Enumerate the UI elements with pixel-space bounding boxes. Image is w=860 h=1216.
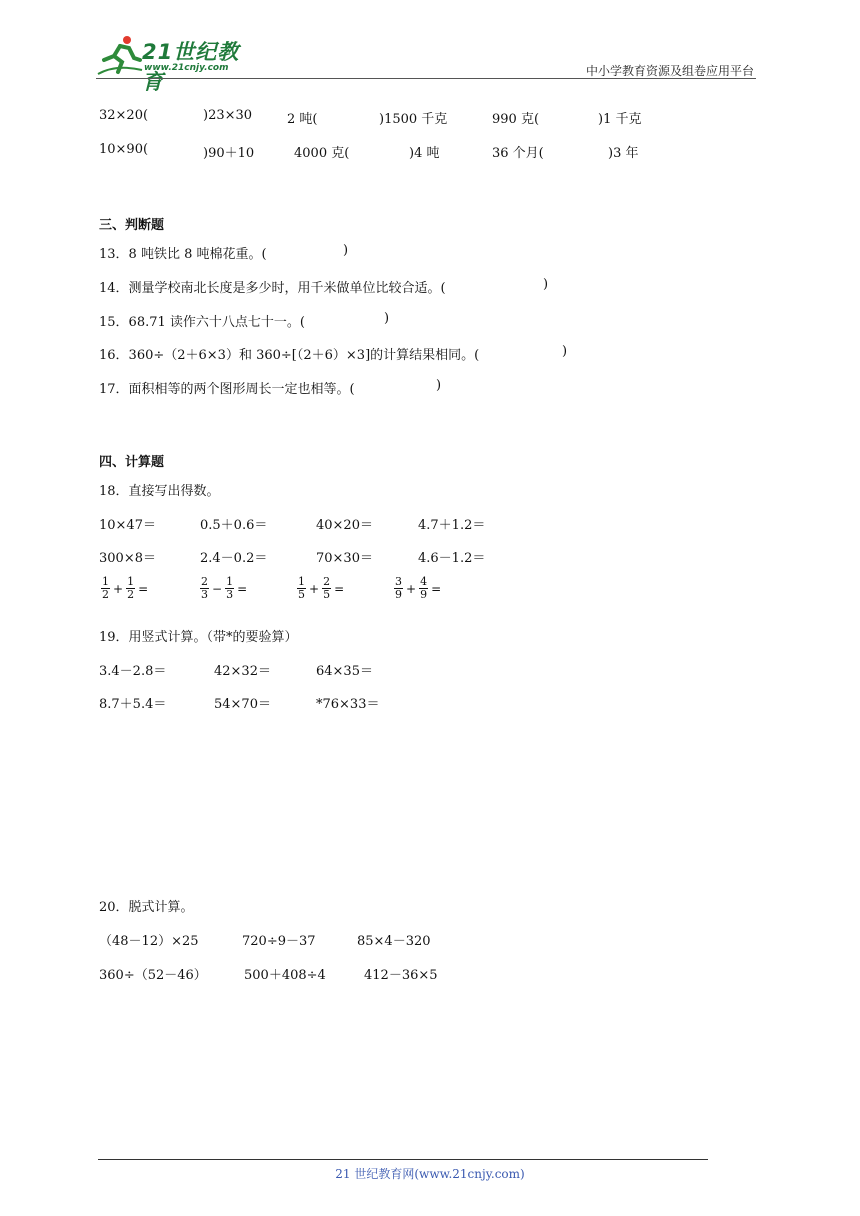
question-17: 17．面积相等的两个图形周长一定也相等。( — [99, 382, 355, 397]
calc-item: 4.7＋1.2＝ — [418, 518, 486, 533]
numerator: 1 — [298, 575, 305, 588]
operator: + — [113, 581, 124, 596]
calc-item: 42×32＝ — [214, 664, 271, 679]
question-20-title: 20．脱式计算。 — [99, 900, 194, 915]
operator: + — [309, 581, 320, 596]
footer-divider — [98, 1159, 708, 1160]
calc-item: 0.5＋0.6＝ — [200, 518, 268, 533]
compare-cell: 36 个月( — [492, 146, 544, 161]
question-14: 14．测量学校南北长度是多少时，用千米做单位比较合适。( — [99, 281, 446, 296]
answer-bracket-close: ) — [562, 344, 568, 359]
calc-item: 70×30＝ — [316, 551, 373, 566]
question-13: 13．8 吨铁比 8 吨棉花重。( — [99, 247, 267, 262]
logo-subtext: www.21cnjy.com — [144, 63, 229, 73]
compare-cell: )1500 千克 — [379, 112, 448, 127]
calc-item: 10×47＝ — [99, 518, 156, 533]
calc-item: 412－36×5 — [364, 968, 438, 983]
calc-item: *76×33＝ — [316, 697, 380, 712]
compare-cell: 990 克( — [492, 112, 540, 127]
denominator: 5 — [323, 588, 331, 601]
calc-item: 720÷9－37 — [242, 934, 316, 949]
calc-item: （48－12）×25 — [99, 934, 199, 949]
compare-cell: )3 年 — [608, 146, 639, 161]
calc-item: 300×8＝ — [99, 551, 156, 566]
logo-text: 21世纪教育 — [142, 40, 240, 94]
calc-item: 85×4－320 — [357, 934, 431, 949]
section-title: 四、计算题 — [99, 455, 165, 470]
numerator: 1 — [102, 575, 109, 588]
calc-item: 8.7＋5.4＝ — [99, 697, 167, 712]
fraction-expression — [199, 576, 249, 601]
compare-cell: 4000 克( — [294, 146, 350, 161]
compare-cell: 10×90( — [99, 142, 149, 157]
answer-bracket-close: ) — [543, 277, 549, 292]
numerator: 1 — [127, 575, 135, 588]
question-19-title: 19．用竖式计算。（带*的要验算） — [99, 630, 298, 645]
calc-item: 3.4－2.8＝ — [99, 664, 167, 679]
denominator: 3 — [226, 588, 234, 601]
calc-item: 40×20＝ — [316, 518, 373, 533]
denominator: 9 — [420, 588, 428, 601]
header-title: 中小学教育资源及组卷应用平台 — [585, 64, 754, 78]
answer-bracket-close: ) — [436, 378, 442, 393]
equals: = — [431, 581, 442, 596]
header-divider — [96, 78, 756, 79]
denominator: 5 — [298, 588, 305, 601]
fraction-expression — [393, 576, 443, 601]
compare-cell: )1 千克 — [598, 112, 642, 127]
logo — [96, 34, 261, 94]
calc-item: 4.6－1.2＝ — [418, 551, 486, 566]
numerator: 4 — [420, 575, 428, 588]
fraction-expression — [100, 576, 150, 601]
denominator: 2 — [127, 588, 135, 601]
calc-item: 54×70＝ — [214, 697, 271, 712]
calc-item: 2.4－0.2＝ — [200, 551, 268, 566]
denominator: 9 — [395, 588, 402, 601]
question-18-title: 18．直接写出得数。 — [99, 484, 220, 499]
calc-item: 500＋408÷4 — [244, 968, 326, 983]
equals: = — [138, 581, 149, 596]
compare-cell: 2 吨( — [287, 112, 318, 127]
fraction-expression — [296, 576, 346, 601]
runner-icon — [96, 34, 144, 78]
numerator: 1 — [226, 575, 234, 588]
compare-cell: 32×20( — [99, 108, 149, 123]
equals: = — [237, 581, 248, 596]
answer-bracket-close: ) — [384, 311, 390, 326]
answer-bracket-close: ) — [343, 243, 349, 258]
calc-item: 360÷（52－46） — [99, 968, 207, 983]
denominator: 3 — [201, 588, 208, 601]
calc-item: 64×35＝ — [316, 664, 373, 679]
equals: = — [334, 581, 345, 596]
compare-cell: )90＋10 — [203, 146, 255, 161]
operator: − — [212, 581, 223, 596]
operator: + — [406, 581, 417, 596]
numerator: 3 — [395, 575, 402, 588]
denominator: 2 — [102, 588, 109, 601]
question-16: 16．360÷（2＋6×3）和 360÷[（2＋6）×3]的计算结果相同。( — [99, 348, 480, 363]
compare-cell: )23×30 — [203, 108, 253, 123]
numerator: 2 — [323, 575, 331, 588]
compare-cell: )4 吨 — [409, 146, 440, 161]
section-title: 三、判断题 — [99, 218, 165, 233]
question-15: 15．68.71 读作六十八点七十一。( — [99, 315, 305, 330]
footer-text: 21 世纪教育网(www.21cnjy.com) — [335, 1167, 525, 1181]
numerator: 2 — [201, 575, 208, 588]
